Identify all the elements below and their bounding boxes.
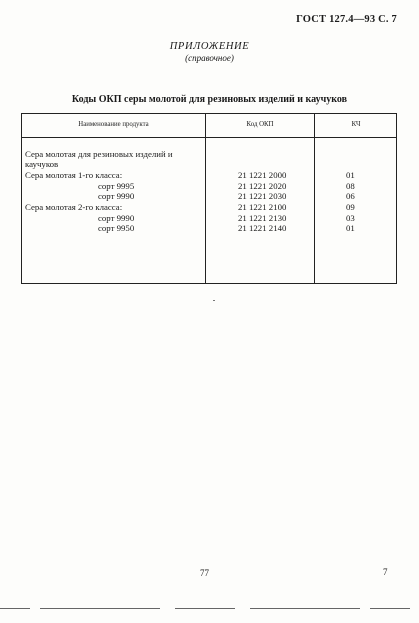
product-name-line: Сера молотая 1-го класса: (25, 170, 123, 180)
appendix-title: ПРИЛОЖЕНИЕ (169, 41, 250, 52)
kch-value: 01 (346, 223, 355, 233)
okp-codes-table (21, 113, 397, 284)
product-name-line: Сера молотая 2-го класса: (25, 202, 123, 212)
okp-code: 21 1221 2000 (238, 170, 287, 180)
header-divider (22, 137, 396, 138)
okp-code: 21 1221 2130 (238, 213, 287, 223)
okp-code: 21 1221 2030 (238, 191, 287, 201)
product-name-line: Сера молотая для резиновых изделий и (25, 149, 173, 159)
product-name-line: сорт 9990 (98, 191, 135, 201)
kch-value: 01 (346, 170, 355, 180)
product-name-line: сорт 9950 (98, 223, 135, 233)
okp-code: 21 1221 2140 (238, 223, 287, 233)
kch-value: 03 (346, 213, 355, 223)
kch-value: 06 (346, 191, 355, 201)
appendix-subtitle: (справочное) (185, 53, 234, 63)
kch-value: 09 (346, 202, 355, 212)
okp-code: 21 1221 2020 (238, 181, 287, 191)
column-divider (205, 114, 206, 283)
table-caption: Коды ОКП серы молотой для резиновых изделий и каучуков (71, 94, 348, 105)
page-number-center: 77 (200, 568, 209, 578)
product-name-line: сорт 9990 (98, 213, 135, 223)
kch-value: 08 (346, 181, 355, 191)
column-divider (314, 114, 315, 283)
scan-bottom-edge (0, 607, 419, 610)
header-kch: КЧ (351, 121, 361, 128)
product-name-line: сорт 9995 (98, 181, 135, 191)
page-number-right: 7 (383, 567, 388, 577)
standard-reference: ГОСТ 127.4—93 С. 7 (296, 14, 397, 25)
product-name-line: каучуков (25, 159, 59, 169)
okp-code: 21 1221 2100 (238, 202, 287, 212)
header-okp-code: Код ОКП (246, 121, 274, 128)
header-product-name: Наименование продукта (78, 121, 149, 128)
scan-speck (213, 300, 215, 301)
